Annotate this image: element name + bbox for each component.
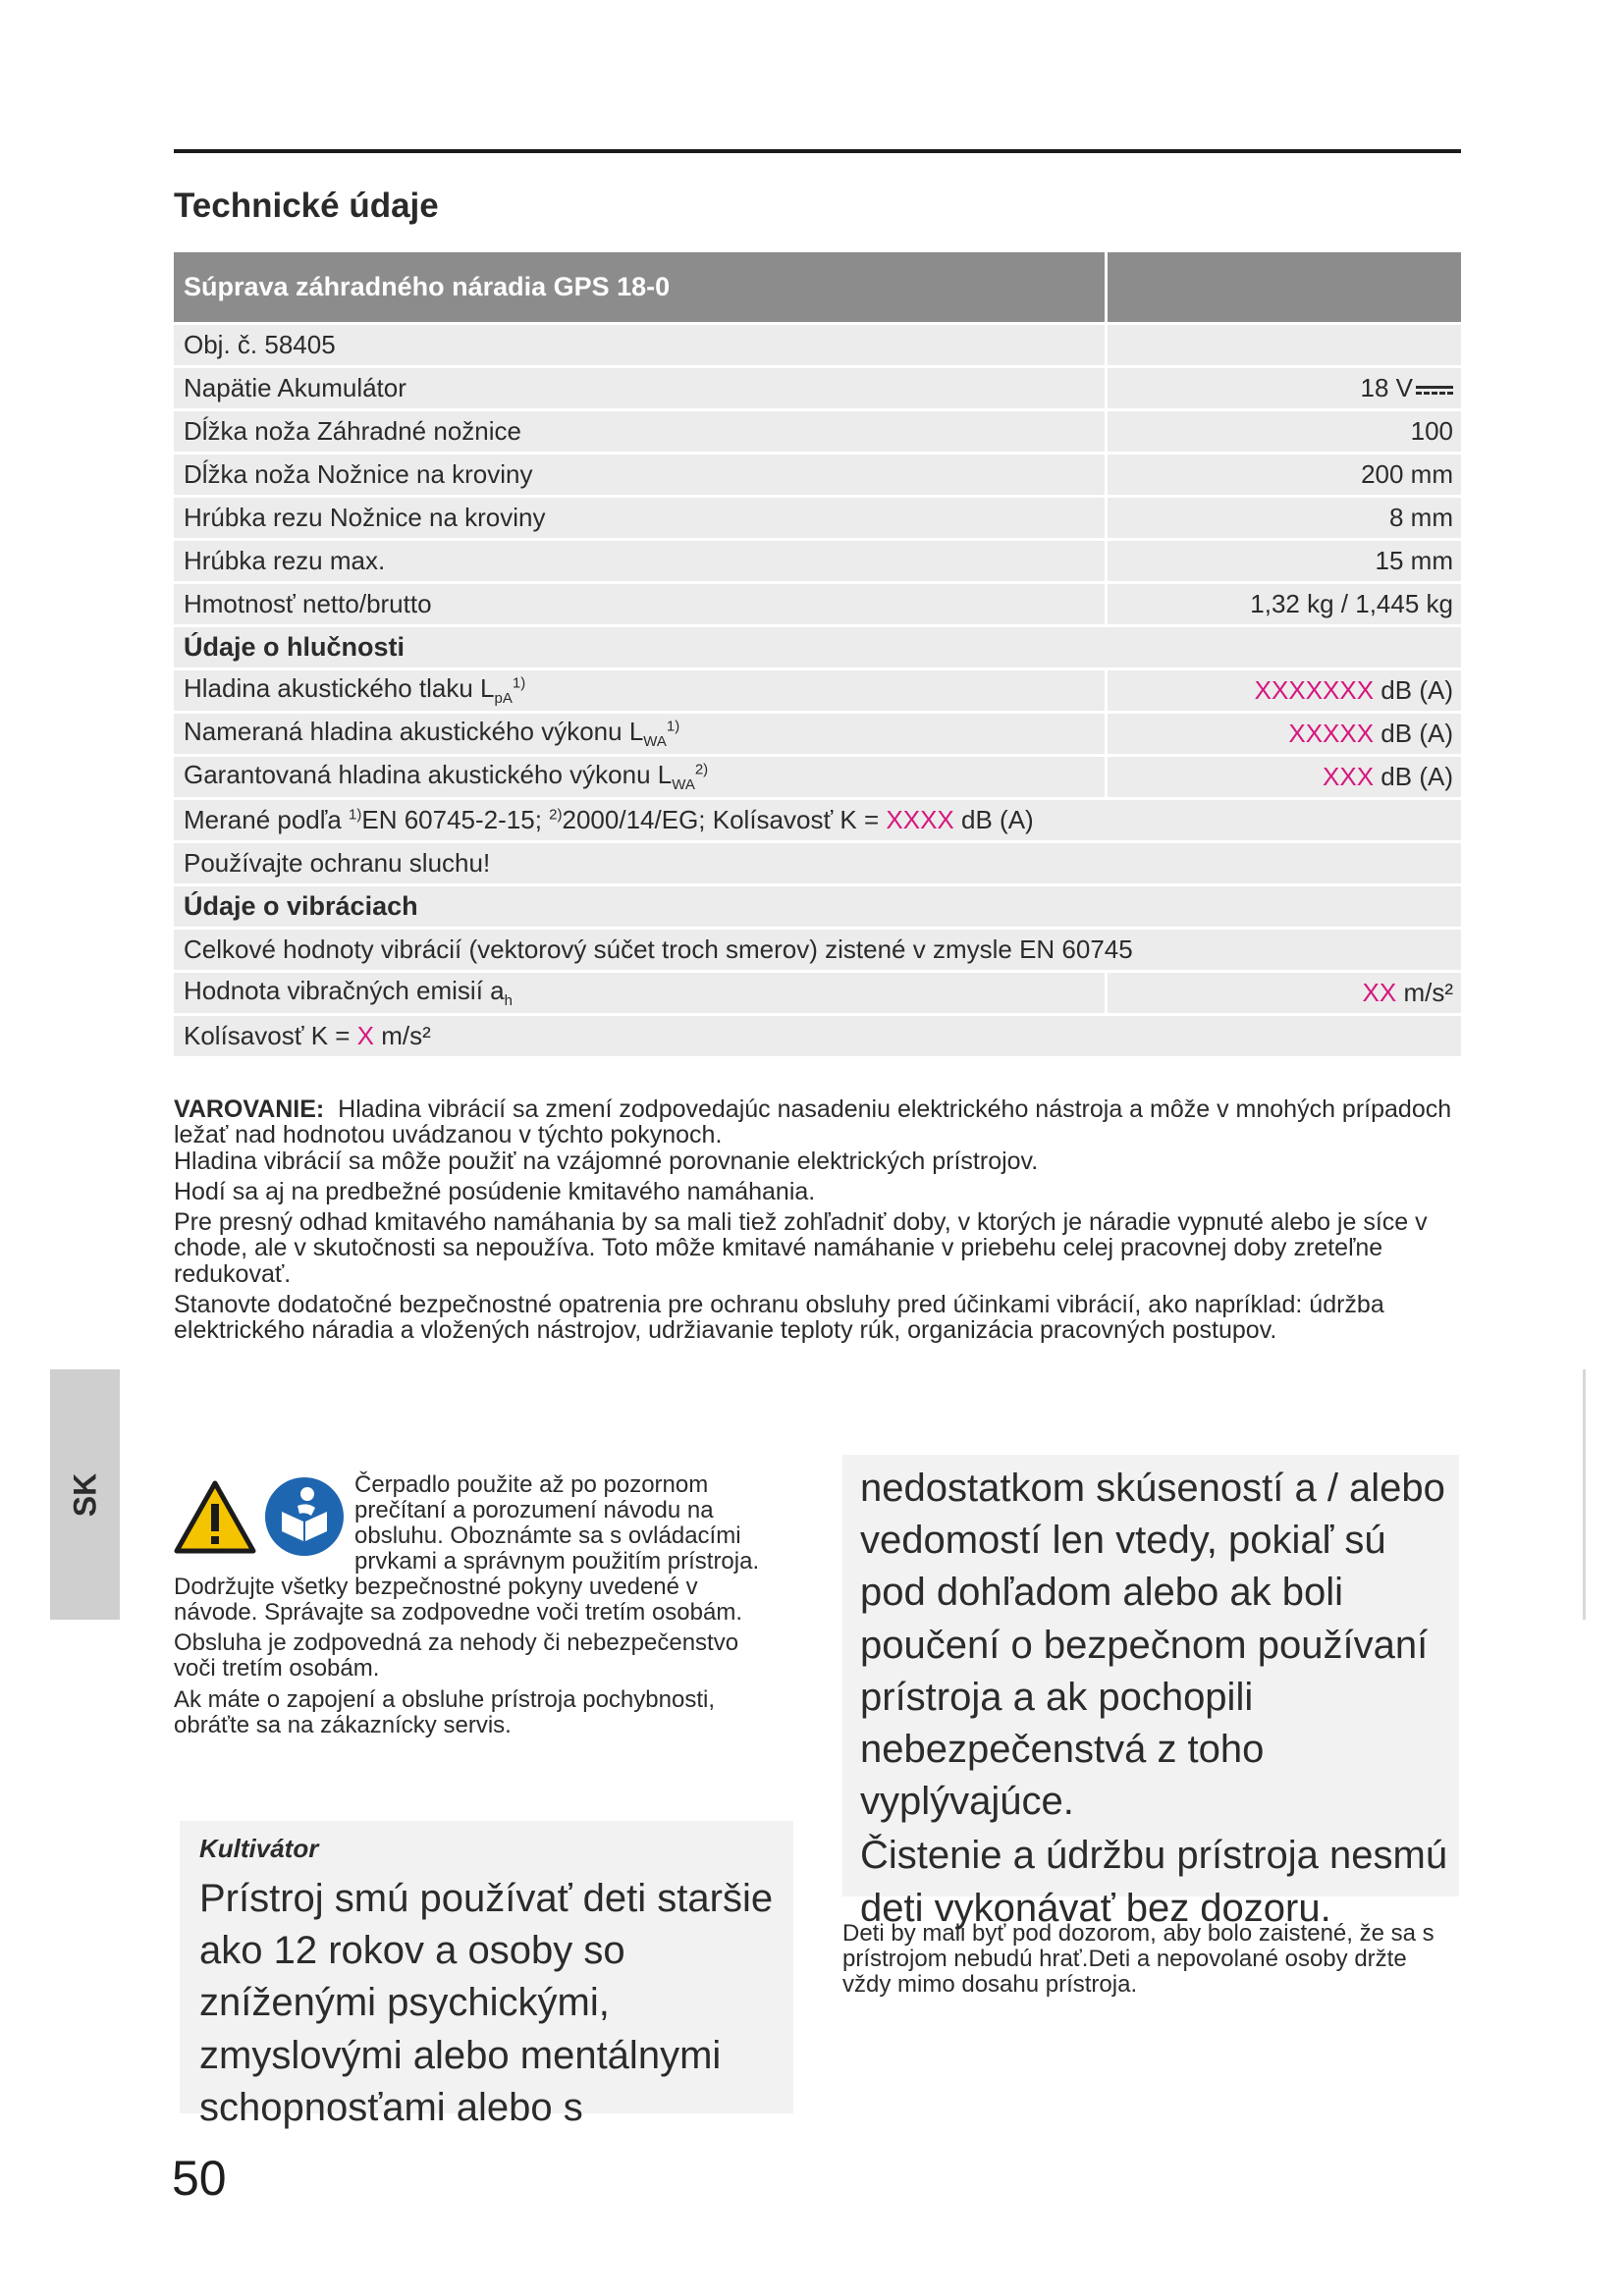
safety-paragraph: Ak máte o zapojení a obsluhe prístroja pochybnosti, obráťte sa na zákaznícky servis. (174, 1686, 715, 1739)
warning-block (174, 1096, 1461, 1348)
order-number: Obj. č. 58405 (174, 324, 1107, 367)
children-notice-text: nedostatkom skúseností a / alebo vedomostí len vtedy, pokiaľ sú pod dohľadom alebo ak boli poučení o bezpečnom používaní prístroja a ak pochopili nebezpečenstvá z toho vyplývajúce. (860, 1467, 1445, 1824)
row-value: 100 (1107, 410, 1462, 454)
warning-triangle-icon (174, 1480, 256, 1555)
warning-paragraph: Stanovte dodatočné bezpečnostné opatrenia pre ochranu obsluhy pred účinkami vibrácií, ako napríklad: údržba elektrického náradia a vložených nástrojov, udržiavanie teploty rúk, organizácia pracovných postupov. (174, 1290, 1384, 1344)
table-row (174, 1015, 1461, 1058)
top-rule (174, 149, 1461, 153)
row-label: Hrúbka rezu max. (174, 540, 1107, 583)
safety-instructions (174, 1472, 778, 1744)
row-value: 8 mm (1107, 497, 1462, 540)
row-label: Garantovaná hladina akustického výkonu $L_{WA}^{2)}$ (174, 756, 1107, 799)
cleaning-notice-text: Čistenie a údržbu prístroja nesmú deti vykonávať bez dozoru. (860, 1834, 1448, 1930)
warning-keyword: VAROVANIE: (174, 1095, 325, 1123)
dc-current-icon (1416, 384, 1453, 396)
spec-table (174, 252, 1461, 1059)
children-notice (860, 1463, 1459, 1937)
table-row (174, 713, 1461, 756)
row-value: 1,32 kg / 1,445 kg (1107, 583, 1462, 626)
row-label: Hodnota vibračných emisií $a_h$ (174, 972, 1107, 1015)
table-row (174, 367, 1461, 410)
measured-according: Merané podľa $^{1)}$EN 60745-2-15; $^{2)}$2000/14/EG; Kolísavosť K = XXXX dB (A) (174, 799, 1461, 842)
vibration-heading: Údaje o vibráciach (174, 885, 1461, 929)
warning-paragraph: VAROVANIE: Hladina vibrácií sa zmení zodpovedajúc nasadeniu elektrického nástroja a môže v mnohých prípadoch ležať nad hodnotou uvádzanou v týchto pokynoch. Hladina vibrácií sa môže použiť na vzájomné porovnanie elektrických prístrojov. (174, 1095, 1452, 1175)
table-row (174, 842, 1461, 885)
supervision-note: Deti by mali byť pod dozorom, aby bolo zaistené, že sa s prístrojom nebudú hrať.Deti a nepovolané osoby držte vždy mimo dosahu prístroja. (842, 1920, 1435, 1998)
row-value: XX m/s² (1107, 972, 1462, 1015)
table-row (174, 540, 1461, 583)
vibration-total: Celkové hodnoty vibrácií (vektorový súčet troch smerov) zistené v zmysle EN 60745 (174, 929, 1461, 972)
row-value: 15 mm (1107, 540, 1462, 583)
row-value: 18 V (1107, 367, 1462, 410)
page-number: 50 (172, 2151, 227, 2206)
table-row (174, 497, 1461, 540)
warning-paragraph: Hodí sa aj na predbežné posúdenie kmitavého namáhania. (174, 1177, 816, 1205)
read-manual-icon (264, 1476, 345, 1557)
noise-heading: Údaje o hlučnosti (174, 626, 1461, 669)
table-row (174, 929, 1461, 972)
table-header-title: Súprava záhradného náradia GPS 18-0 (174, 252, 1107, 324)
row-label: Hladina akustického tlaku $L_{pA}^{1)}$ (174, 669, 1107, 713)
safety-icons (174, 1476, 349, 1561)
warning-paragraph: Pre presný odhad kmitavého namáhania by sa mali tiež zohľadniť doby, v ktorých je náradie vypnuté alebo je síce v chode, ale v skutočnosti sa nepoužíva. Toto môže kmitavé namáhanie v priebehu celej pracovnej doby zreteľne redukovať. (174, 1208, 1428, 1288)
right-edge-line (1583, 1369, 1586, 1620)
row-label: Dĺžka noža Záhradné nožnice (174, 410, 1107, 454)
table-row (174, 799, 1461, 842)
section-title: Technické údaje (174, 187, 439, 225)
row-value: XXX dB (A) (1107, 756, 1462, 799)
language-code: SK (67, 1472, 102, 1517)
row-label: Hrúbka rezu Nožnice na kroviny (174, 497, 1107, 540)
safety-paragraph: Čerpadlo použite až po pozornom prečítaní a porozumení návodu na obsluhu. Oboznámte sa s ovládacími prvkami a správnym použitím prístroja. Dodržujte všetky bezpečnostné pokyny uvedené v návode. Správajte sa zodpovedne voči tretím osobám. (174, 1471, 760, 1626)
kultivator-text: Prístroj smú používať deti staršie ako 12 rokov a osoby so zníženými psychickými, zmyslovými alebo mentálnymi schopnosťami alebo s (199, 1877, 774, 2129)
hearing-protection-note: Používajte ochranu sluchu! (174, 842, 1461, 885)
language-side-tab (50, 1369, 120, 1620)
table-row (174, 583, 1461, 626)
kultivator-label: Kultivátor (199, 1834, 319, 1863)
table-row (174, 669, 1461, 713)
table-row (174, 454, 1461, 497)
row-value: 200 mm (1107, 454, 1462, 497)
row-label: Nameraná hladina akustického výkonu $L_{WA}^{1)}$ (174, 713, 1107, 756)
vibration-heading-row (174, 885, 1461, 929)
vibration-k: Kolísavosť K = X m/s² (174, 1015, 1461, 1058)
noise-heading-row (174, 626, 1461, 669)
table-row (174, 410, 1461, 454)
table-row (174, 324, 1461, 367)
table-header-empty (1107, 252, 1462, 324)
table-header-row (174, 252, 1461, 324)
row-value: XXXXX dB (A) (1107, 713, 1462, 756)
table-row (174, 972, 1461, 1015)
row-value: XXXXXXX dB (A) (1107, 669, 1462, 713)
table-row (174, 756, 1461, 799)
row-label: Dĺžka noža Nožnice na kroviny (174, 454, 1107, 497)
row-label: Hmotnosť netto/brutto (174, 583, 1107, 626)
safety-paragraph: Obsluha je zodpovedná za nehody či nebezpečenstvo voči tretím osobám. (174, 1629, 739, 1682)
row-label: Napätie Akumulátor (174, 367, 1107, 410)
